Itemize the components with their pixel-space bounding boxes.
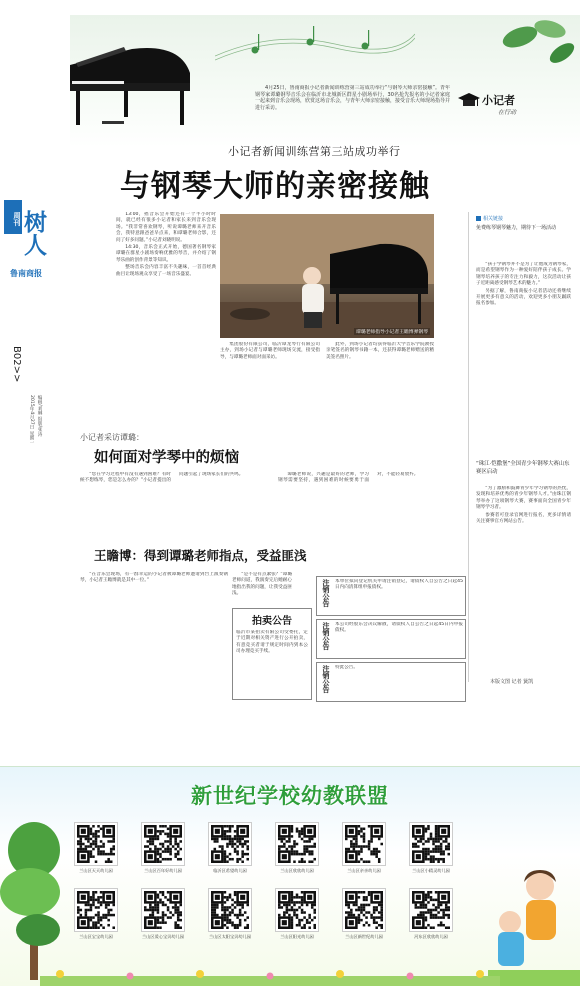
qr-code-label: 兰山区小精灵幼儿园 <box>412 868 450 873</box>
qr-code-label: 兰山区新世纪幼儿园 <box>345 934 383 939</box>
notice-label: 注销公告 <box>322 622 330 650</box>
main-story-paragraph: 集团股份有限公司，临沂谭龙琴行有限公司主办，到场小记者与谭璐老师现场交流，接受指导，与谭璐老师面对面采访。 <box>220 342 320 360</box>
qr-code-label: 兰山区太阳宝贝幼儿园 <box>209 934 251 939</box>
sidebar-link-label: 相关链接 <box>483 216 504 222</box>
qr-code-label: 兰山区爱心宝贝幼儿园 <box>142 934 184 939</box>
notice-item <box>316 619 466 659</box>
badge-label: 小记者 <box>482 94 515 107</box>
qr-code <box>409 822 453 866</box>
auction-notice <box>232 608 312 700</box>
tree-decoration <box>0 800 70 986</box>
notice-item <box>316 576 466 616</box>
main-story-paragraph: 整场音乐会内容丰富不失趣味，一首首经典曲目让现场观众享受了一场音乐盛宴。 <box>116 265 216 277</box>
qr-code <box>342 822 386 866</box>
qr-code <box>74 822 118 866</box>
sidebar-paragraph: “孩子学钢琴并不是为了让他成为钢琴家，而是希望钢琴作为一种爱好陪伴孩子成长。学钢琴培养孩子的专注力和毅力，这次活动让孩子近距离感受钢琴艺术的魅力。” <box>476 262 571 287</box>
qr-code <box>74 888 118 932</box>
flowers-decoration <box>40 960 500 986</box>
photo-piano-scene <box>220 214 434 338</box>
masthead-paper: 鲁南商报 <box>10 269 42 278</box>
qr-code-label: 河东区欣欣幼儿园 <box>414 934 448 939</box>
photo-caption: 谭璐老师指导小记者王瞻博弹钢琴 <box>356 330 428 335</box>
qr-code-label: 兰山区天天幼儿园 <box>79 868 113 873</box>
main-story-col1 <box>116 212 216 392</box>
notice-body: 本公司经股东会决议解散，请债权人自公告之日起45日内申报债权。 <box>335 622 463 634</box>
qr-code <box>275 822 319 866</box>
interview-kicker: 小记者采访谭璐： <box>80 433 144 442</box>
qr-code <box>141 822 185 866</box>
square-bullet-icon <box>476 216 481 221</box>
masthead-page: B02>> <box>11 346 22 383</box>
wang-paragraph: “在音乐会现场，有一群幸运的小记者被谭璐老师邀请到台上演奏钢琴，小记者王瞻博就是其中一位。” <box>80 572 228 584</box>
masthead-weekly: 周刊 <box>4 200 22 234</box>
qr-code-label: 临沂区希望幼儿园 <box>213 868 247 873</box>
sidebar-link-title: 免费练琴钢琴魅力，期待下一场活动 <box>476 225 557 231</box>
alliance-title: 新世纪学校幼教联盟 <box>191 784 389 808</box>
notice-body: 本单位拟向登记机关申请注销登记，请债权人自公告之日起45日内向清算组申报债权。 <box>335 579 463 591</box>
qr-code <box>208 822 252 866</box>
qr-code <box>342 888 386 932</box>
auction-title: 拍卖公告 <box>252 616 292 627</box>
headline-kicker: 小记者新闻训练营第三站成功举行 <box>228 145 401 158</box>
masthead-strip <box>0 200 50 390</box>
wang-paragraph: “是不是有点紧张？”谭璐老师问道，我演奏完后她耐心地指出我的问题，让我受益匪浅。 <box>232 572 292 597</box>
reporter-badge <box>458 90 536 124</box>
qr-code <box>208 888 252 932</box>
notice-item <box>316 662 466 702</box>
main-story-paragraph: 13:00，摇音乐会开始还有一个半小时时间，就已经有很多小记者和家长来到音乐会现场。“我非常喜欢钢琴，听说谭璐老师来开音乐会，我特意跟爸爸早点来，和谭璐老师合影，还问了好多问题。”小记者刘晓明说。 <box>116 212 216 243</box>
qr-code-label: 兰山区百年好幼儿园 <box>144 868 182 873</box>
main-story-paragraph: 14:30，音乐会正式开始，德国著名钢琴家谭璐在群星小剧场奏响优雅的琴音，并介绍了钢琴乐曲的创作背景等知识。 <box>116 245 216 263</box>
qr-code-label: 兰山区宝宝幼儿园 <box>79 934 113 939</box>
date-line: 2015年4月27日 星期一 <box>29 395 34 445</box>
sidebar-byline: 本版文图 记者 簧凯 <box>490 679 534 685</box>
qr-code <box>141 888 185 932</box>
intro-paragraph: 4月25日，鲁南商报小记者新闻训练营第三站成功举行“与钢琴大师亲密接触”。青年钢琴家谭璐钢琴音乐会在临沂市北城新区群星小剧场举行，30名抢先报名的小记者家庭一起来到音乐会现场，欣赏这场音乐会，与青年大师亲密接触，接受音乐大师现场指导并进行采访。 <box>255 85 450 111</box>
auction-body: 临沂市某拍卖有限公司受委托，定于近期对相关资产进行公开拍卖，有意竞买者请于规定时间内到本公司办理竞买手续。 <box>236 630 308 655</box>
interview-paragraph: 谭璐老师说，兴趣是最好的老师，学习钢琴需要坚持，遇到困难的时候要勇于面对，不能轻易放弃。 <box>278 472 419 484</box>
main-story-col3 <box>326 342 434 397</box>
notice-label: 注销公告 <box>322 579 330 607</box>
notice-body: 特此公告。 <box>335 665 358 670</box>
sidebar-body <box>476 262 571 452</box>
sidebar-body2 <box>476 486 571 674</box>
notices-column <box>316 576 466 702</box>
piano-illustration <box>62 35 197 135</box>
wang-body-col1 <box>80 572 228 702</box>
notice-label: 注销公告 <box>322 665 330 693</box>
main-story-col2 <box>220 342 320 397</box>
qr-code-label: 兰山区亲亲幼儿园 <box>347 868 381 873</box>
sidebar-paragraph: “为了激励和鼓舞青少年学习钢琴的热忱，发现和培养优秀的青少年钢琴人才。”由珠江钢琴举办了这项钢琴大赛，赛事面向全国青少年钢琴学习者。 <box>476 486 571 511</box>
sidebar-link <box>476 215 571 233</box>
qr-code <box>409 888 453 932</box>
badge-sub: 在行动 <box>498 109 517 116</box>
masthead-section: 树人 <box>20 210 46 256</box>
graduation-cap-icon <box>458 92 480 110</box>
column-divider <box>468 212 469 682</box>
interview-body <box>80 472 468 534</box>
sidebar-paragraph: 参赛者可登录官网进行报名，更多详情请关注赛事官方网站公告。 <box>476 512 571 525</box>
main-story-paragraph: 此外，到场小记者均获得临沂大学音乐学院教授亲笔签名的钢琴书籍一本，还获得谭璐老师赠送的精美签名照片。 <box>326 342 434 360</box>
editor-line: 编辑/刘琳 组版/张涛 <box>37 395 42 437</box>
qr-code <box>275 888 319 932</box>
headline-title: 与钢琴大师的亲密接触 <box>120 169 430 204</box>
children-illustration <box>488 860 580 986</box>
music-notes-decoration <box>215 20 415 70</box>
qr-code-label: 兰山区欣欣幼儿园 <box>280 868 314 873</box>
leaves-decoration <box>490 15 580 75</box>
wang-body-col2 <box>232 572 292 612</box>
concert-photo <box>220 214 434 338</box>
sidebar-headline2: “珠江·恺撒堡”全国青少年钢琴大赛山东赛区启动 <box>476 461 570 475</box>
wang-title: 王瞻博：得到谭璐老师指点，受益匪浅 <box>94 548 307 563</box>
qr-code-label: 兰山区阳光幼儿园 <box>280 934 314 939</box>
sidebar-paragraph: 另据了解，鲁南商报小记者活动还将继续开展更多有意义的活动，欢迎更多小朋友踊跃报名参加。 <box>476 288 571 307</box>
interview-paragraph: “您在学习过程中有没有遇到困难？有时候不想练琴，您是怎么办的？”小记者提出的问题引起了现场家长们的共鸣。 <box>80 472 244 484</box>
interview-title: 如何面对学琴中的烦恼 <box>94 450 239 466</box>
